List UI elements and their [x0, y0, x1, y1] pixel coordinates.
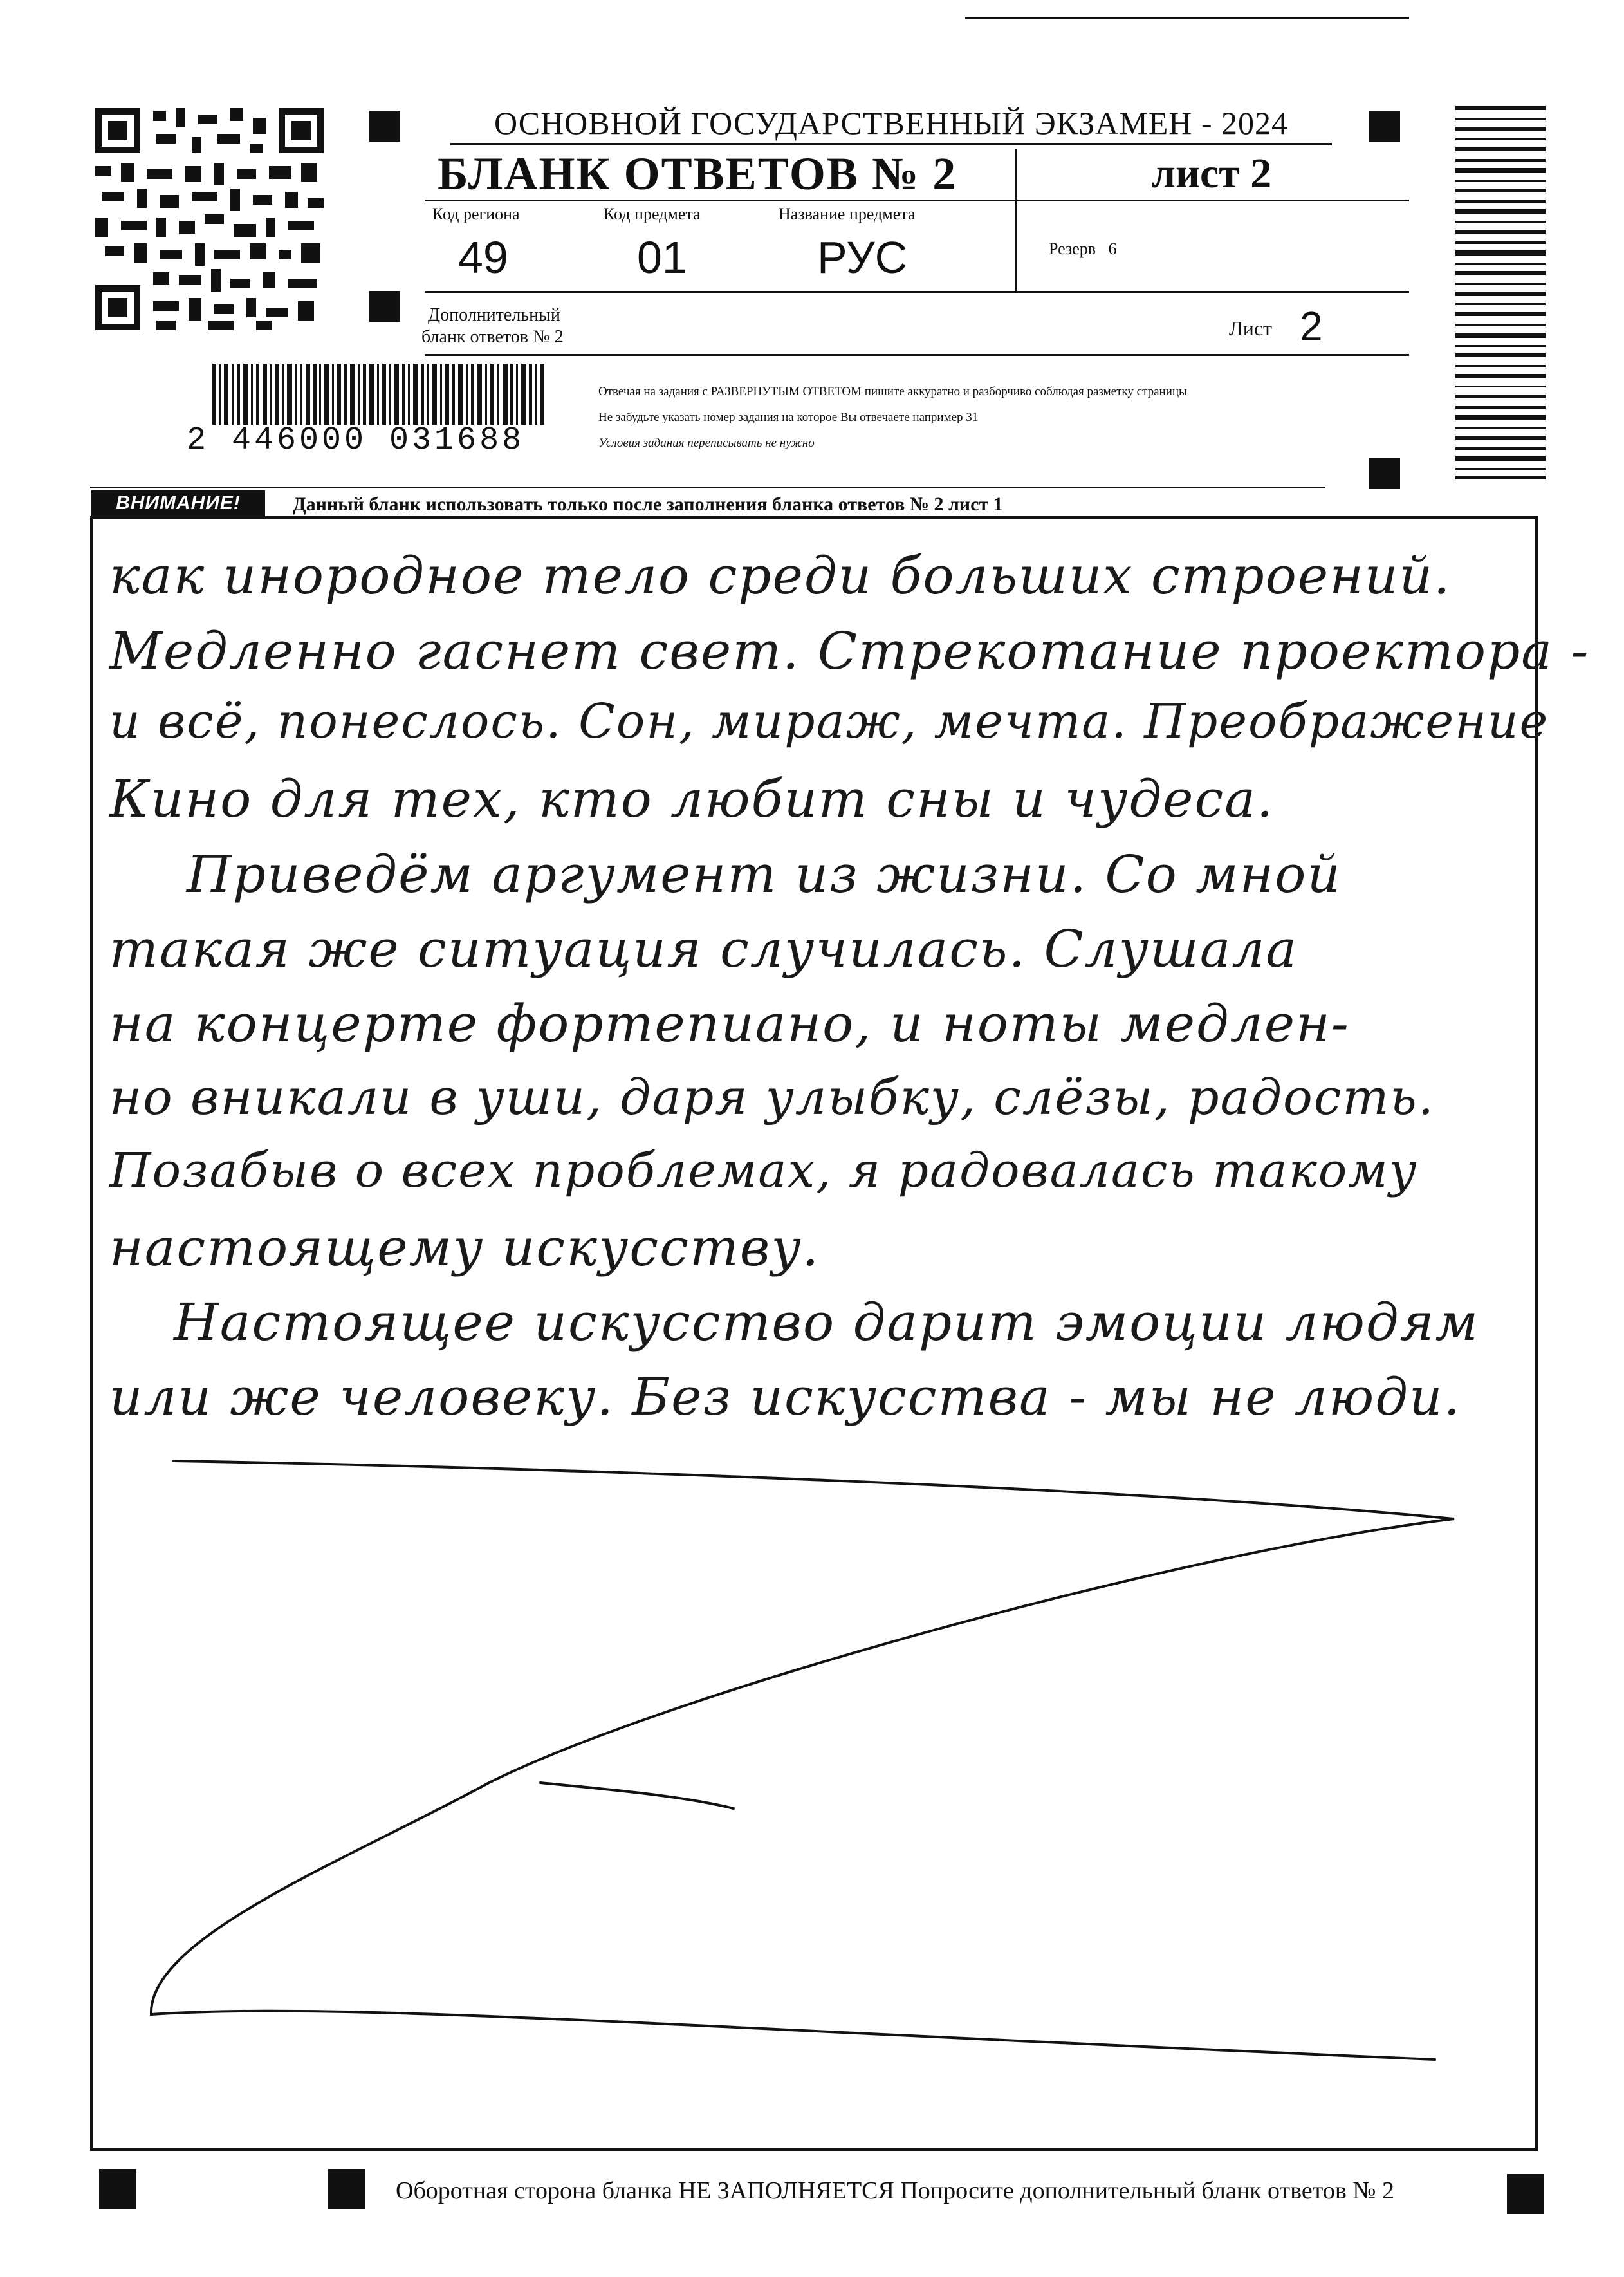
- header-rule: [425, 200, 1409, 201]
- subject-name-value: РУС: [817, 232, 908, 283]
- handwritten-line: на концерте фортепиано, и ноты медлен-: [109, 994, 1350, 1054]
- footer-text: Оборотная сторона бланка НЕ ЗАПОЛНЯЕТСЯ Попросите дополнительный бланк ответов № 2: [396, 2177, 1395, 2204]
- timing-mark: [99, 2169, 136, 2209]
- warning-badge: ВНИМАНИЕ!: [91, 490, 265, 516]
- header-divider: [1015, 149, 1017, 291]
- handwritten-line: Медленно гаснет свет. Стрекотание проектора -: [109, 621, 1590, 681]
- side-barcode: [1455, 106, 1546, 479]
- exam-title: ОСНОВНОЙ ГОСУДАРСТВЕННЫЙ ЭКЗАМЕН - 2024: [450, 103, 1332, 145]
- handwritten-line: или же человеку. Без искусства - мы не люди.: [109, 1367, 1462, 1427]
- fields-rule: [425, 291, 1409, 293]
- timing-mark: [328, 2169, 365, 2209]
- handwritten-line: Приведём аргумент из жизни. Со мной: [187, 844, 1342, 904]
- warning-rule: [90, 487, 1325, 488]
- top-rule: [965, 17, 1409, 19]
- timing-mark: [1369, 458, 1400, 489]
- sheet-title: лист 2: [1152, 150, 1272, 197]
- instruction-line: Отвечая на задания с РАЗВЕРНУТЫМ ОТВЕТОМ пишите аккуратно и разборчиво соблюдая разметку страницы: [598, 385, 1187, 398]
- handwritten-line: такая же ситуация случилась. Слушала: [109, 919, 1298, 979]
- handwritten-line: Позабыв о всех проблемах, я радовалась такому: [109, 1143, 1418, 1198]
- region-value: 49: [458, 232, 508, 283]
- handwritten-line: настоящему искусству.: [109, 1218, 820, 1278]
- additional-sheet-label: Лист: [1229, 317, 1273, 340]
- handwritten-line: Настоящее искусство дарит эмоции людям: [174, 1292, 1479, 1352]
- additional-label-1: Дополнительный: [428, 305, 560, 325]
- form-title: БЛАНК ОТВЕТОВ № 2: [438, 148, 957, 200]
- instruction-line: Условия задания переписывать не нужно: [598, 436, 815, 450]
- subject-code-label: Код предмета: [604, 205, 701, 223]
- handwritten-line: Кино для тех, кто любит сны и чудеса.: [109, 769, 1275, 829]
- additional-label-2: бланк ответов № 2: [421, 327, 564, 347]
- additional-sheet-value: 2: [1300, 303, 1323, 349]
- timing-mark: [369, 291, 400, 322]
- handwritten-line: и всё, понеслось. Сон, мираж, мечта. Преображение: [109, 694, 1549, 749]
- additional-rule: [425, 354, 1409, 356]
- qr-code: [95, 108, 324, 330]
- timing-mark: [1507, 2174, 1544, 2214]
- instruction-line: Не забудьте указать номер задания на которое Вы отвечаете например 31: [598, 411, 979, 424]
- reserve-field: Резерв 6: [1049, 239, 1117, 258]
- strike-through-mark: [90, 1448, 1538, 2092]
- region-label: Код региона: [432, 205, 520, 223]
- warning-text: Данный бланк использовать только после заполнения бланка ответов № 2 лист 1: [293, 494, 1003, 515]
- barcode-number: 2 446000 031688: [187, 422, 525, 459]
- handwritten-line: но вникали в уши, даря улыбку, слёзы, радость.: [109, 1068, 1435, 1126]
- subject-name-label: Название предмета: [779, 205, 916, 223]
- barcode: [212, 364, 547, 425]
- handwritten-line: как инородное тело среди больших строений.: [109, 546, 1452, 606]
- timing-mark: [1369, 111, 1400, 142]
- timing-mark: [369, 111, 400, 142]
- subject-code-value: 01: [637, 232, 687, 283]
